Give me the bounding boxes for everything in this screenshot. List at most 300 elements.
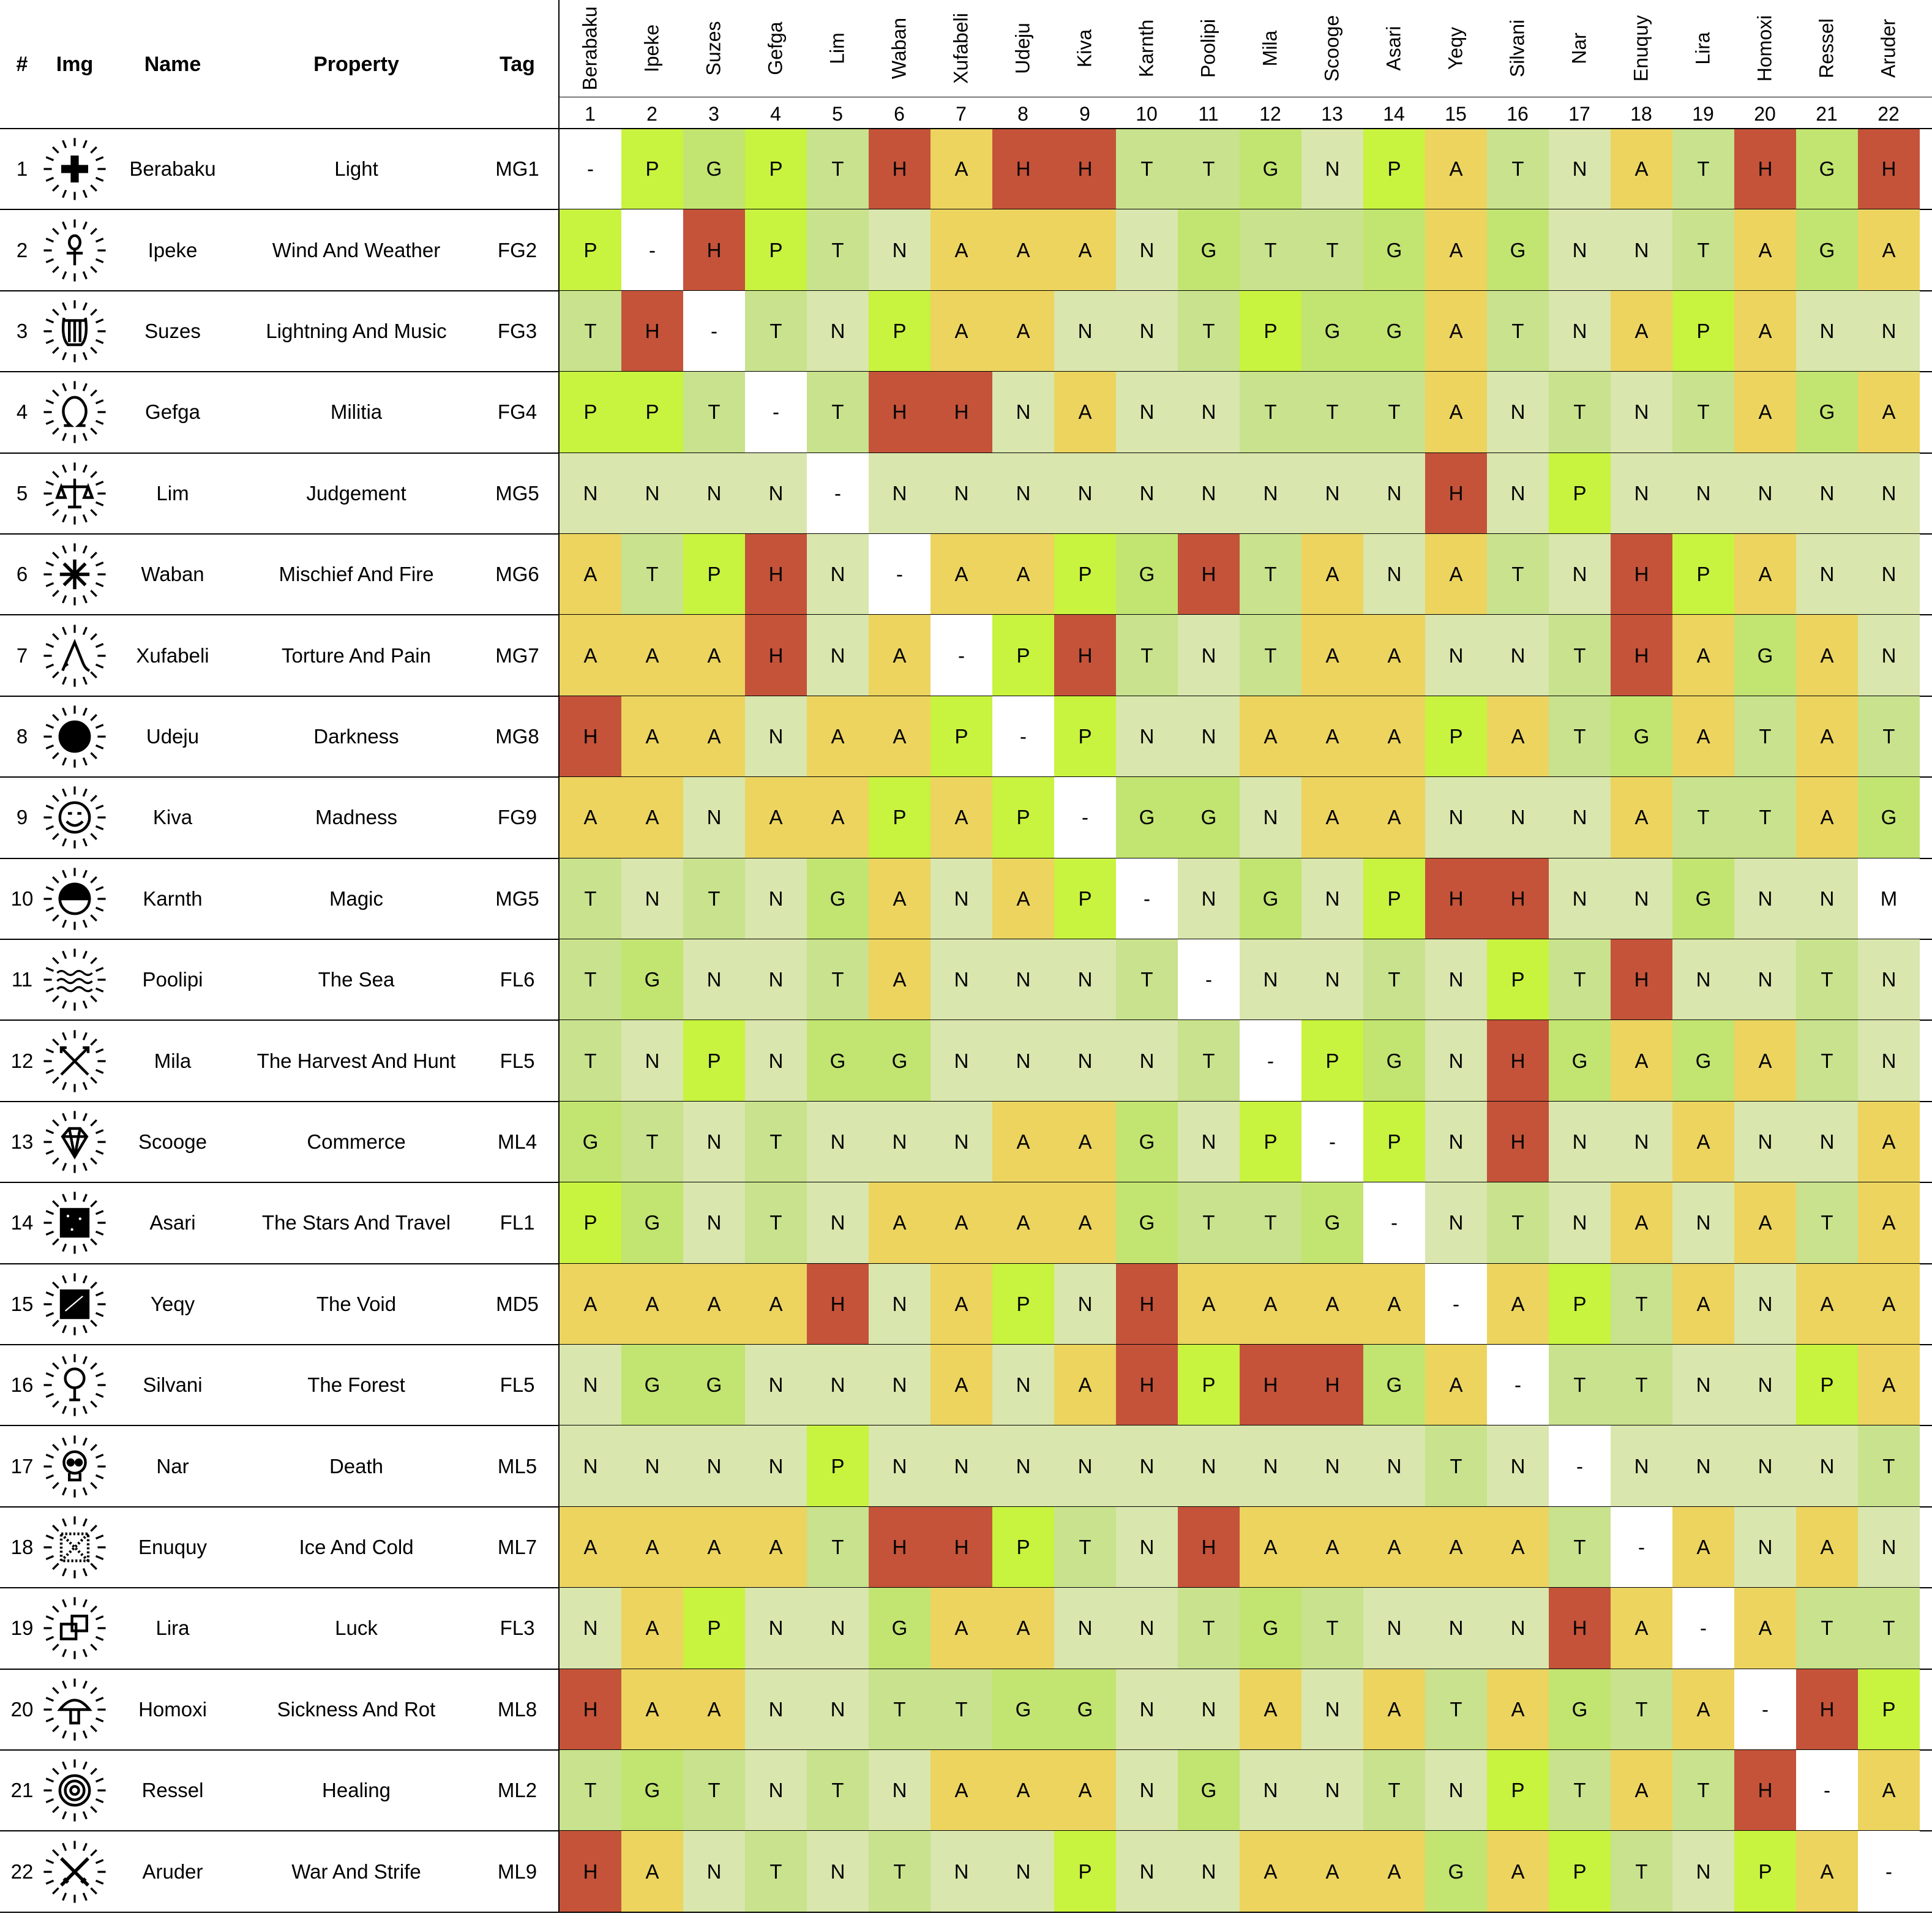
relation-cell: G: [1240, 1588, 1301, 1669]
relation-cell: T: [807, 372, 869, 453]
relation-cell: A: [1672, 1102, 1734, 1182]
relation-cell: A: [1611, 1182, 1672, 1263]
relation-cell: T: [621, 1102, 683, 1182]
relation-cell: N: [1796, 453, 1858, 534]
row-property: Madness: [315, 806, 397, 829]
relation-cell: A: [621, 777, 683, 858]
relation-cell: N: [1796, 291, 1858, 372]
row-property: War And Strife: [291, 1860, 421, 1883]
row-name: Enuquy: [138, 1535, 207, 1558]
relation-cell: A: [683, 696, 745, 777]
relation-cell: N: [1487, 615, 1549, 696]
row-number: 22: [10, 1860, 34, 1883]
relation-cell: A: [1672, 615, 1734, 696]
relation-cell: H: [1301, 1345, 1363, 1425]
relation-cell: A: [1240, 1264, 1301, 1345]
relation-cell: G: [1363, 291, 1425, 372]
row-name: Yeqy: [150, 1292, 195, 1315]
relation-cell: P: [1858, 1669, 1920, 1750]
relation-cell: N: [560, 1425, 621, 1506]
relation-cell: A: [1611, 1020, 1672, 1101]
relation-cell: A: [1363, 1507, 1425, 1588]
header-property: Property: [313, 52, 399, 76]
relation-cell: -: [1734, 1669, 1796, 1750]
relation-cell: G: [1611, 696, 1672, 777]
relation-cell: -: [1301, 1102, 1363, 1182]
relation-cell: G: [869, 1020, 930, 1101]
column-header-number: 8: [1017, 103, 1028, 125]
row-tag: FL5: [500, 1049, 535, 1072]
relation-cell: G: [683, 129, 745, 209]
relation-cell: N: [1116, 696, 1178, 777]
relation-cell: G: [1301, 1182, 1363, 1263]
row-tag: ML2: [497, 1779, 537, 1802]
relation-cell: N: [1178, 1102, 1240, 1182]
relation-cell: T: [1796, 1588, 1858, 1669]
scales-icon: [41, 460, 108, 527]
column-header-name: [1054, 2, 1115, 94]
relation-cell: T: [560, 939, 621, 1020]
relation-cell: N: [1301, 129, 1363, 209]
relation-cell: G: [992, 1669, 1054, 1750]
relation-cell: G: [1116, 1102, 1178, 1182]
relation-cell: T: [1672, 1750, 1734, 1831]
relation-cell: N: [1611, 209, 1672, 290]
relation-cell: P: [1425, 696, 1487, 777]
column-header-number: 15: [1445, 103, 1467, 125]
relation-cell: N: [869, 1102, 930, 1182]
relation-cell: N: [1301, 858, 1363, 939]
row-number: 10: [10, 887, 34, 910]
relation-cell: T: [1672, 129, 1734, 209]
relation-cell: N: [930, 1425, 992, 1506]
relation-cell: H: [1240, 1345, 1301, 1425]
column-header-number: 6: [894, 103, 905, 125]
relation-cell: N: [1240, 1425, 1301, 1506]
relation-cell: A: [621, 615, 683, 696]
relation-cell: -: [1487, 1345, 1549, 1425]
relation-cell: T: [1549, 939, 1611, 1020]
row-property: Light: [334, 157, 378, 181]
row-number: 21: [10, 1779, 34, 1802]
relation-cell: P: [869, 777, 930, 858]
relation-cell: H: [1487, 858, 1549, 939]
relation-cell: A: [1672, 1264, 1734, 1345]
relation-cell: N: [1116, 291, 1178, 372]
row-property: Militia: [330, 400, 383, 424]
relation-cell: A: [1425, 1507, 1487, 1588]
relation-cell: N: [930, 453, 992, 534]
relation-cell: N: [1734, 939, 1796, 1020]
relation-cell: T: [1549, 1345, 1611, 1425]
relation-cell: A: [930, 291, 992, 372]
relation-cell: G: [621, 1750, 683, 1831]
relation-cell: A: [930, 1264, 992, 1345]
relation-cell: T: [1240, 1182, 1301, 1263]
relation-cell: A: [621, 1831, 683, 1912]
relation-cell: N: [560, 453, 621, 534]
relation-cell: H: [1611, 534, 1672, 615]
relation-cell: P: [683, 1020, 745, 1101]
row-number: 20: [10, 1697, 34, 1721]
relation-cell: N: [1116, 1588, 1178, 1669]
relation-cell: N: [1672, 1345, 1734, 1425]
relation-cell: H: [1611, 615, 1672, 696]
relation-cell: N: [1487, 1425, 1549, 1506]
row-property: Magic: [329, 887, 384, 910]
row-property: The Harvest And Hunt: [256, 1049, 456, 1072]
relation-cell: A: [1734, 1020, 1796, 1101]
relation-cell: A: [930, 777, 992, 858]
relation-cell: A: [992, 858, 1054, 939]
relation-cell: N: [869, 1750, 930, 1831]
row-divider: [0, 1912, 1932, 1913]
column-header-number: 16: [1507, 103, 1529, 125]
column-header-number: 13: [1321, 103, 1343, 125]
relation-cell: A: [1425, 209, 1487, 290]
relation-cell: N: [992, 1020, 1054, 1101]
relation-cell: G: [683, 1345, 745, 1425]
relation-cell: P: [992, 615, 1054, 696]
header-img: Img: [56, 52, 94, 76]
relation-cell: P: [745, 129, 807, 209]
column-header-number: 19: [1692, 103, 1714, 125]
relation-cell: T: [1611, 1345, 1672, 1425]
relation-cell: T: [1734, 696, 1796, 777]
relation-cell: N: [1734, 1102, 1796, 1182]
relation-cell: -: [1611, 1507, 1672, 1588]
diamond-icon: [41, 1108, 108, 1176]
relation-cell: A: [1301, 1507, 1363, 1588]
row-number: 19: [10, 1617, 34, 1640]
relation-cell: N: [745, 1588, 807, 1669]
row-property: Commerce: [307, 1130, 406, 1153]
column-header-label: Nar: [1568, 32, 1590, 64]
relation-cell: N: [683, 453, 745, 534]
void-icon: [41, 1271, 108, 1338]
relation-cell: N: [1796, 534, 1858, 615]
dice-icon: [41, 1594, 108, 1662]
relation-cell: N: [992, 1425, 1054, 1506]
relation-cell: A: [1734, 291, 1796, 372]
relation-cell: G: [1796, 372, 1858, 453]
relation-cell: P: [683, 1588, 745, 1669]
row-tag: MG5: [495, 887, 539, 910]
row-property: Darkness: [313, 724, 399, 748]
relation-cell: A: [1858, 1345, 1920, 1425]
row-number: 13: [10, 1130, 34, 1153]
relation-cell: N: [1054, 291, 1116, 372]
row-property: Luck: [335, 1617, 378, 1640]
relation-cell: A: [1178, 1264, 1240, 1345]
row-name: Suzes: [144, 319, 201, 342]
relation-cell: P: [1549, 1831, 1611, 1912]
relation-cell: H: [807, 1264, 869, 1345]
relation-cell: N: [992, 1831, 1054, 1912]
relation-cell: A: [1611, 1750, 1672, 1831]
relation-cell: M: [1858, 858, 1920, 939]
relation-cell: N: [930, 1831, 992, 1912]
relation-cell: A: [1054, 372, 1116, 453]
column-header-label: Silvani: [1506, 19, 1529, 78]
relation-cell: N: [1178, 615, 1240, 696]
relation-cell: -: [1796, 1750, 1858, 1831]
relation-cell: -: [1240, 1020, 1301, 1101]
relation-cell: H: [1487, 1020, 1549, 1101]
relation-cell: A: [683, 1507, 745, 1588]
relation-cell: G: [1178, 209, 1240, 290]
relation-cell: N: [1487, 1588, 1549, 1669]
relation-cell: A: [560, 534, 621, 615]
relation-cell: A: [1363, 1264, 1425, 1345]
relation-cell: P: [1363, 858, 1425, 939]
relation-cell: N: [1240, 1750, 1301, 1831]
relation-cell: N: [1549, 534, 1611, 615]
relation-cell: A: [1054, 1345, 1116, 1425]
row-tag: MG6: [495, 563, 539, 586]
relation-cell: G: [1734, 615, 1796, 696]
relation-cell: N: [807, 615, 869, 696]
relation-cell: A: [930, 1750, 992, 1831]
relation-cell: N: [1178, 858, 1240, 939]
relation-cell: N: [1425, 1588, 1487, 1669]
relation-cell: H: [930, 1507, 992, 1588]
relation-cell: A: [1363, 1669, 1425, 1750]
relation-cell: N: [1549, 209, 1611, 290]
relation-cell: N: [1672, 1831, 1734, 1912]
relation-cell: H: [869, 129, 930, 209]
relation-cell: P: [992, 1507, 1054, 1588]
relation-cell: N: [807, 291, 869, 372]
relation-cell: G: [1672, 858, 1734, 939]
relation-cell: N: [745, 1345, 807, 1425]
relation-cell: N: [1301, 453, 1363, 534]
column-header-name: [745, 2, 806, 94]
relation-cell: H: [1425, 453, 1487, 534]
relation-cell: T: [1611, 1264, 1672, 1345]
row-name: Berabaku: [129, 157, 216, 181]
relation-cell: A: [1796, 1507, 1858, 1588]
relation-cell: A: [930, 1182, 992, 1263]
column-header-name: [869, 2, 930, 94]
relation-cell: A: [930, 1588, 992, 1669]
relation-cell: N: [1734, 453, 1796, 534]
relation-cell: N: [930, 1020, 992, 1101]
relation-cell: G: [1363, 1345, 1425, 1425]
relation-cell: H: [1116, 1264, 1178, 1345]
relation-cell: N: [1116, 1020, 1178, 1101]
column-header-number: 12: [1259, 103, 1281, 125]
relation-cell: N: [1425, 615, 1487, 696]
relation-cell: P: [992, 777, 1054, 858]
relation-cell: P: [621, 372, 683, 453]
column-header-name: [1611, 2, 1672, 94]
relation-cell: N: [745, 1750, 807, 1831]
relation-cell: T: [560, 858, 621, 939]
column-header-name: [1734, 2, 1795, 94]
relation-cell: N: [1672, 1182, 1734, 1263]
relation-cell: N: [1858, 1507, 1920, 1588]
relation-cell: N: [745, 1020, 807, 1101]
relation-cell: P: [1178, 1345, 1240, 1425]
relation-cell: -: [1363, 1182, 1425, 1263]
relation-cell: T: [807, 1507, 869, 1588]
relation-cell: N: [1487, 372, 1549, 453]
relation-cell: N: [1734, 1264, 1796, 1345]
relation-cell: G: [869, 1588, 930, 1669]
relation-cell: T: [1178, 1588, 1240, 1669]
relation-cell: G: [1363, 1020, 1425, 1101]
relation-cell: A: [1054, 1182, 1116, 1263]
relation-cell: N: [1116, 1831, 1178, 1912]
relation-cell: P: [683, 534, 745, 615]
header-num: #: [16, 52, 28, 76]
relation-cell: N: [1301, 939, 1363, 1020]
relation-cell: H: [1549, 1588, 1611, 1669]
relation-cell: P: [807, 1425, 869, 1506]
relation-cell: P: [1549, 453, 1611, 534]
column-header-number: 17: [1568, 103, 1590, 125]
relation-cell: N: [745, 1425, 807, 1506]
relation-cell: P: [1672, 291, 1734, 372]
relation-cell: G: [621, 1345, 683, 1425]
relation-cell: N: [1611, 1425, 1672, 1506]
relation-cell: N: [807, 1182, 869, 1263]
relation-cell: T: [1487, 1182, 1549, 1263]
relation-cell: H: [1116, 1345, 1178, 1425]
relation-cell: N: [1116, 372, 1178, 453]
relation-cell: A: [1611, 777, 1672, 858]
row-number: 5: [16, 481, 28, 505]
relation-cell: N: [621, 858, 683, 939]
relation-cell: N: [1549, 129, 1611, 209]
relation-cell: A: [621, 1669, 683, 1750]
relation-cell: A: [1858, 1182, 1920, 1263]
relation-cell: H: [1858, 129, 1920, 209]
column-header-number: 11: [1198, 103, 1219, 125]
header-name: Name: [144, 52, 201, 76]
relation-cell: A: [992, 1182, 1054, 1263]
column-header-label: Lira: [1691, 32, 1714, 65]
relation-cell: A: [1054, 1750, 1116, 1831]
relation-cell: G: [1549, 1020, 1611, 1101]
relation-cell: G: [1301, 291, 1363, 372]
row-name: Homoxi: [138, 1697, 207, 1721]
relation-cell: G: [621, 1182, 683, 1263]
relation-cell: N: [1487, 453, 1549, 534]
relation-cell: T: [807, 939, 869, 1020]
relation-cell: G: [1858, 777, 1920, 858]
relation-cell: A: [1363, 696, 1425, 777]
relation-cell: G: [1116, 1182, 1178, 1263]
relation-cell: N: [1301, 1750, 1363, 1831]
row-number: 7: [16, 644, 28, 667]
relation-cell: G: [1116, 534, 1178, 615]
relation-cell: N: [1858, 534, 1920, 615]
relation-cell: A: [683, 1264, 745, 1345]
relation-cell: N: [992, 1345, 1054, 1425]
relation-cell: -: [745, 372, 807, 453]
column-header-label: Yeqy: [1444, 27, 1467, 70]
relation-cell: T: [1487, 534, 1549, 615]
relation-cell: A: [869, 615, 930, 696]
relation-cell: N: [1116, 453, 1178, 534]
relation-cell: P: [1054, 1831, 1116, 1912]
column-header-number: 3: [708, 103, 719, 125]
relation-cell: H: [560, 696, 621, 777]
relation-cell: T: [1425, 1669, 1487, 1750]
relation-cell: -: [560, 129, 621, 209]
relation-cell: N: [869, 453, 930, 534]
row-name: Xufabeli: [136, 644, 209, 667]
relation-cell: A: [1054, 1102, 1116, 1182]
header-tag: Tag: [500, 52, 535, 76]
relation-cell: T: [1549, 1750, 1611, 1831]
row-number: 3: [16, 319, 28, 342]
column-header-number: 4: [770, 103, 781, 125]
relation-cell: -: [621, 209, 683, 290]
mad-face-icon: [41, 784, 108, 851]
row-number: 4: [16, 400, 28, 424]
relation-cell: A: [807, 777, 869, 858]
column-header-name: [1301, 2, 1363, 94]
row-property: The Void: [316, 1292, 397, 1315]
lyre-icon: [41, 298, 108, 365]
relation-cell: -: [807, 453, 869, 534]
relation-cell: P: [1672, 534, 1734, 615]
relation-cell: T: [683, 372, 745, 453]
relation-cell: N: [1178, 372, 1240, 453]
relation-cell: N: [869, 209, 930, 290]
relation-cell: T: [1549, 696, 1611, 777]
column-header-number: 22: [1878, 103, 1900, 125]
relation-cell: P: [1734, 1831, 1796, 1912]
relation-cell: A: [1672, 1669, 1734, 1750]
relation-cell: H: [930, 372, 992, 453]
relation-cell: N: [1672, 453, 1734, 534]
column-header-label: Mila: [1259, 30, 1281, 67]
relation-cell: P: [1549, 1264, 1611, 1345]
relation-cell: T: [621, 534, 683, 615]
column-header-label: Scooge: [1320, 15, 1343, 82]
relation-cell: -: [1116, 858, 1178, 939]
relation-cell: N: [1240, 939, 1301, 1020]
relation-cell: N: [683, 1182, 745, 1263]
row-property: Torture And Pain: [282, 644, 431, 667]
relation-cell: A: [992, 291, 1054, 372]
relation-cell: N: [1858, 291, 1920, 372]
tree-icon: [41, 1351, 108, 1419]
relation-cell: P: [1796, 1345, 1858, 1425]
relation-cell: H: [1734, 1750, 1796, 1831]
relation-cell: H: [1054, 615, 1116, 696]
relation-cell: T: [807, 209, 869, 290]
relation-cell: N: [1734, 1507, 1796, 1588]
relation-cell: A: [745, 777, 807, 858]
row-property: The Forest: [307, 1373, 405, 1397]
ankh-icon: [41, 217, 108, 284]
relation-cell: A: [1301, 1264, 1363, 1345]
column-header-label: Kiva: [1073, 29, 1096, 68]
relation-cell: A: [1425, 129, 1487, 209]
relation-cell: P: [1487, 939, 1549, 1020]
relation-cell: A: [1425, 534, 1487, 615]
relation-cell: T: [1796, 939, 1858, 1020]
relation-cell: T: [1301, 209, 1363, 290]
column-header-name: [1487, 2, 1548, 94]
relation-cell: N: [992, 939, 1054, 1020]
row-name: Scooge: [138, 1130, 207, 1153]
